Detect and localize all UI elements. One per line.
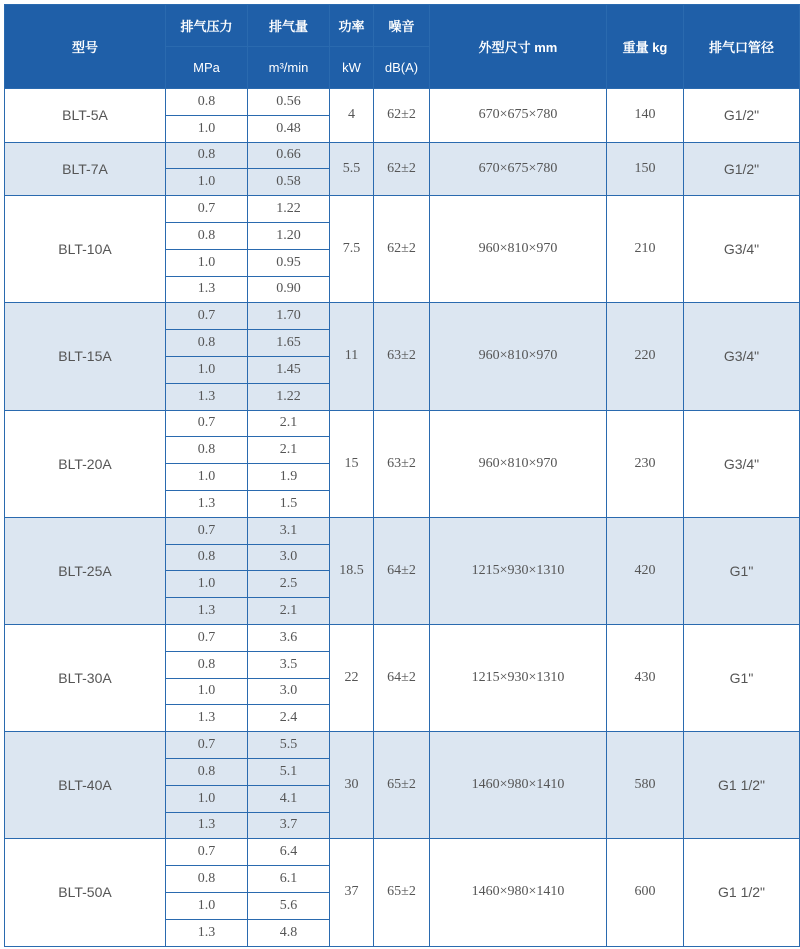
header-weight: 重量 kg — [607, 5, 684, 89]
pressure-cell: 1.0 — [166, 464, 248, 491]
pressure-cell: 0.7 — [166, 303, 248, 330]
pressure-cell: 0.8 — [166, 222, 248, 249]
power-cell: 15 — [330, 410, 374, 517]
pressure-cell: 1.3 — [166, 490, 248, 517]
header-power: 功率 — [330, 5, 374, 47]
power-cell: 5.5 — [330, 142, 374, 196]
pressure-cell: 0.7 — [166, 732, 248, 759]
header-noise: 噪音 — [374, 5, 430, 47]
outlet-cell: G3/4" — [684, 196, 800, 303]
model-name-cell: BLT-30A — [5, 624, 166, 731]
flow-cell: 2.1 — [248, 410, 330, 437]
flow-cell: 2.1 — [248, 437, 330, 464]
noise-cell: 63±2 — [374, 410, 430, 517]
weight-cell: 150 — [607, 142, 684, 196]
weight-cell: 230 — [607, 410, 684, 517]
pressure-cell: 1.3 — [166, 919, 248, 946]
flow-cell: 2.5 — [248, 571, 330, 598]
flow-cell: 1.20 — [248, 222, 330, 249]
table-row — [5, 89, 800, 116]
noise-cell: 62±2 — [374, 142, 430, 196]
model-name-cell: BLT-5A — [5, 89, 166, 143]
flow-cell: 1.45 — [248, 356, 330, 383]
noise-cell: 63±2 — [374, 303, 430, 410]
table-row — [5, 142, 800, 169]
pressure-cell: 1.3 — [166, 812, 248, 839]
pressure-cell: 0.8 — [166, 89, 248, 116]
model-group — [5, 303, 800, 410]
model-group — [5, 196, 800, 303]
flow-cell: 1.9 — [248, 464, 330, 491]
flow-cell: 0.56 — [248, 89, 330, 116]
pressure-cell: 1.3 — [166, 276, 248, 303]
model-group — [5, 624, 800, 731]
weight-cell: 140 — [607, 89, 684, 143]
weight-cell: 600 — [607, 839, 684, 946]
pressure-cell: 0.7 — [166, 624, 248, 651]
pressure-cell: 1.0 — [166, 115, 248, 142]
pressure-cell: 0.8 — [166, 651, 248, 678]
flow-cell: 1.5 — [248, 490, 330, 517]
flow-cell: 6.4 — [248, 839, 330, 866]
outlet-cell: G1" — [684, 624, 800, 731]
pressure-cell: 0.7 — [166, 517, 248, 544]
power-cell: 4 — [330, 89, 374, 143]
weight-cell: 220 — [607, 303, 684, 410]
weight-cell: 430 — [607, 624, 684, 731]
table-row — [5, 839, 800, 866]
flow-cell: 3.0 — [248, 678, 330, 705]
flow-cell: 0.48 — [248, 115, 330, 142]
pressure-cell: 0.7 — [166, 839, 248, 866]
model-name-cell: BLT-25A — [5, 517, 166, 624]
flow-cell: 4.1 — [248, 785, 330, 812]
power-cell: 30 — [330, 732, 374, 839]
header-flow: 排气量 — [248, 5, 330, 47]
weight-cell: 580 — [607, 732, 684, 839]
table-header — [5, 5, 800, 89]
pressure-cell: 0.7 — [166, 410, 248, 437]
weight-cell: 210 — [607, 196, 684, 303]
table-row — [5, 196, 800, 223]
dimensions-cell: 1215×930×1310 — [430, 517, 607, 624]
flow-cell: 5.5 — [248, 732, 330, 759]
noise-cell: 65±2 — [374, 732, 430, 839]
pressure-cell: 0.8 — [166, 330, 248, 357]
pressure-cell: 1.3 — [166, 598, 248, 625]
pressure-cell: 1.0 — [166, 785, 248, 812]
header-dimensions: 外型尺寸 mm — [430, 5, 607, 89]
table-row — [5, 303, 800, 330]
flow-cell: 6.1 — [248, 866, 330, 893]
model-name-cell: BLT-50A — [5, 839, 166, 946]
model-group — [5, 142, 800, 196]
header-pressure: 排气压力 — [166, 5, 248, 47]
pressure-cell: 1.3 — [166, 383, 248, 410]
flow-cell: 3.7 — [248, 812, 330, 839]
header-flow-unit: m³/min — [248, 47, 330, 89]
flow-cell: 0.90 — [248, 276, 330, 303]
pressure-cell: 1.0 — [166, 571, 248, 598]
flow-cell: 0.66 — [248, 142, 330, 169]
outlet-cell: G3/4" — [684, 410, 800, 517]
header-model: 型号 — [5, 5, 166, 89]
power-cell: 7.5 — [330, 196, 374, 303]
flow-cell: 5.6 — [248, 892, 330, 919]
noise-cell: 64±2 — [374, 517, 430, 624]
flow-cell: 1.70 — [248, 303, 330, 330]
noise-cell: 65±2 — [374, 839, 430, 946]
outlet-cell: G1/2" — [684, 89, 800, 143]
dimensions-cell: 960×810×970 — [430, 196, 607, 303]
dimensions-cell: 670×675×780 — [430, 142, 607, 196]
pressure-cell: 1.0 — [166, 249, 248, 276]
noise-cell: 64±2 — [374, 624, 430, 731]
header-outlet: 排气口管径 — [684, 5, 800, 89]
flow-cell: 5.1 — [248, 758, 330, 785]
power-cell: 11 — [330, 303, 374, 410]
flow-cell: 2.4 — [248, 705, 330, 732]
weight-cell: 420 — [607, 517, 684, 624]
power-cell: 18.5 — [330, 517, 374, 624]
flow-cell: 3.0 — [248, 544, 330, 571]
flow-cell: 3.5 — [248, 651, 330, 678]
outlet-cell: G1 1/2" — [684, 839, 800, 946]
flow-cell: 1.22 — [248, 196, 330, 223]
pressure-cell: 0.8 — [166, 142, 248, 169]
table-row — [5, 410, 800, 437]
model-name-cell: BLT-7A — [5, 142, 166, 196]
flow-cell: 1.22 — [248, 383, 330, 410]
pressure-cell: 1.0 — [166, 356, 248, 383]
outlet-cell: G1" — [684, 517, 800, 624]
flow-cell: 3.6 — [248, 624, 330, 651]
flow-cell: 2.1 — [248, 598, 330, 625]
flow-cell: 0.58 — [248, 169, 330, 196]
model-group — [5, 839, 800, 946]
model-group — [5, 89, 800, 143]
model-name-cell: BLT-20A — [5, 410, 166, 517]
model-group — [5, 517, 800, 624]
pressure-cell: 0.8 — [166, 437, 248, 464]
pressure-cell: 0.8 — [166, 758, 248, 785]
noise-cell: 62±2 — [374, 196, 430, 303]
dimensions-cell: 960×810×970 — [430, 303, 607, 410]
pressure-cell: 0.7 — [166, 196, 248, 223]
flow-cell: 3.1 — [248, 517, 330, 544]
header-noise-unit: dB(A) — [374, 47, 430, 89]
dimensions-cell: 1460×980×1410 — [430, 839, 607, 946]
header-power-unit: kW — [330, 47, 374, 89]
model-group — [5, 410, 800, 517]
power-cell: 37 — [330, 839, 374, 946]
dimensions-cell: 670×675×780 — [430, 89, 607, 143]
model-name-cell: BLT-10A — [5, 196, 166, 303]
table-row — [5, 624, 800, 651]
dimensions-cell: 960×810×970 — [430, 410, 607, 517]
model-name-cell: BLT-40A — [5, 732, 166, 839]
model-name-cell: BLT-15A — [5, 303, 166, 410]
dimensions-cell: 1460×980×1410 — [430, 732, 607, 839]
noise-cell: 62±2 — [374, 89, 430, 143]
model-group — [5, 732, 800, 839]
outlet-cell: G1/2" — [684, 142, 800, 196]
pressure-cell: 1.0 — [166, 678, 248, 705]
flow-cell: 0.95 — [248, 249, 330, 276]
pressure-cell: 1.0 — [166, 169, 248, 196]
pressure-cell: 0.8 — [166, 544, 248, 571]
power-cell: 22 — [330, 624, 374, 731]
outlet-cell: G3/4" — [684, 303, 800, 410]
table-row — [5, 517, 800, 544]
pressure-cell: 1.0 — [166, 892, 248, 919]
dimensions-cell: 1215×930×1310 — [430, 624, 607, 731]
outlet-cell: G1 1/2" — [684, 732, 800, 839]
spec-table — [4, 4, 800, 947]
pressure-cell: 0.8 — [166, 866, 248, 893]
flow-cell: 4.8 — [248, 919, 330, 946]
header-pressure-unit: MPa — [166, 47, 248, 89]
flow-cell: 1.65 — [248, 330, 330, 357]
pressure-cell: 1.3 — [166, 705, 248, 732]
table-row — [5, 732, 800, 759]
